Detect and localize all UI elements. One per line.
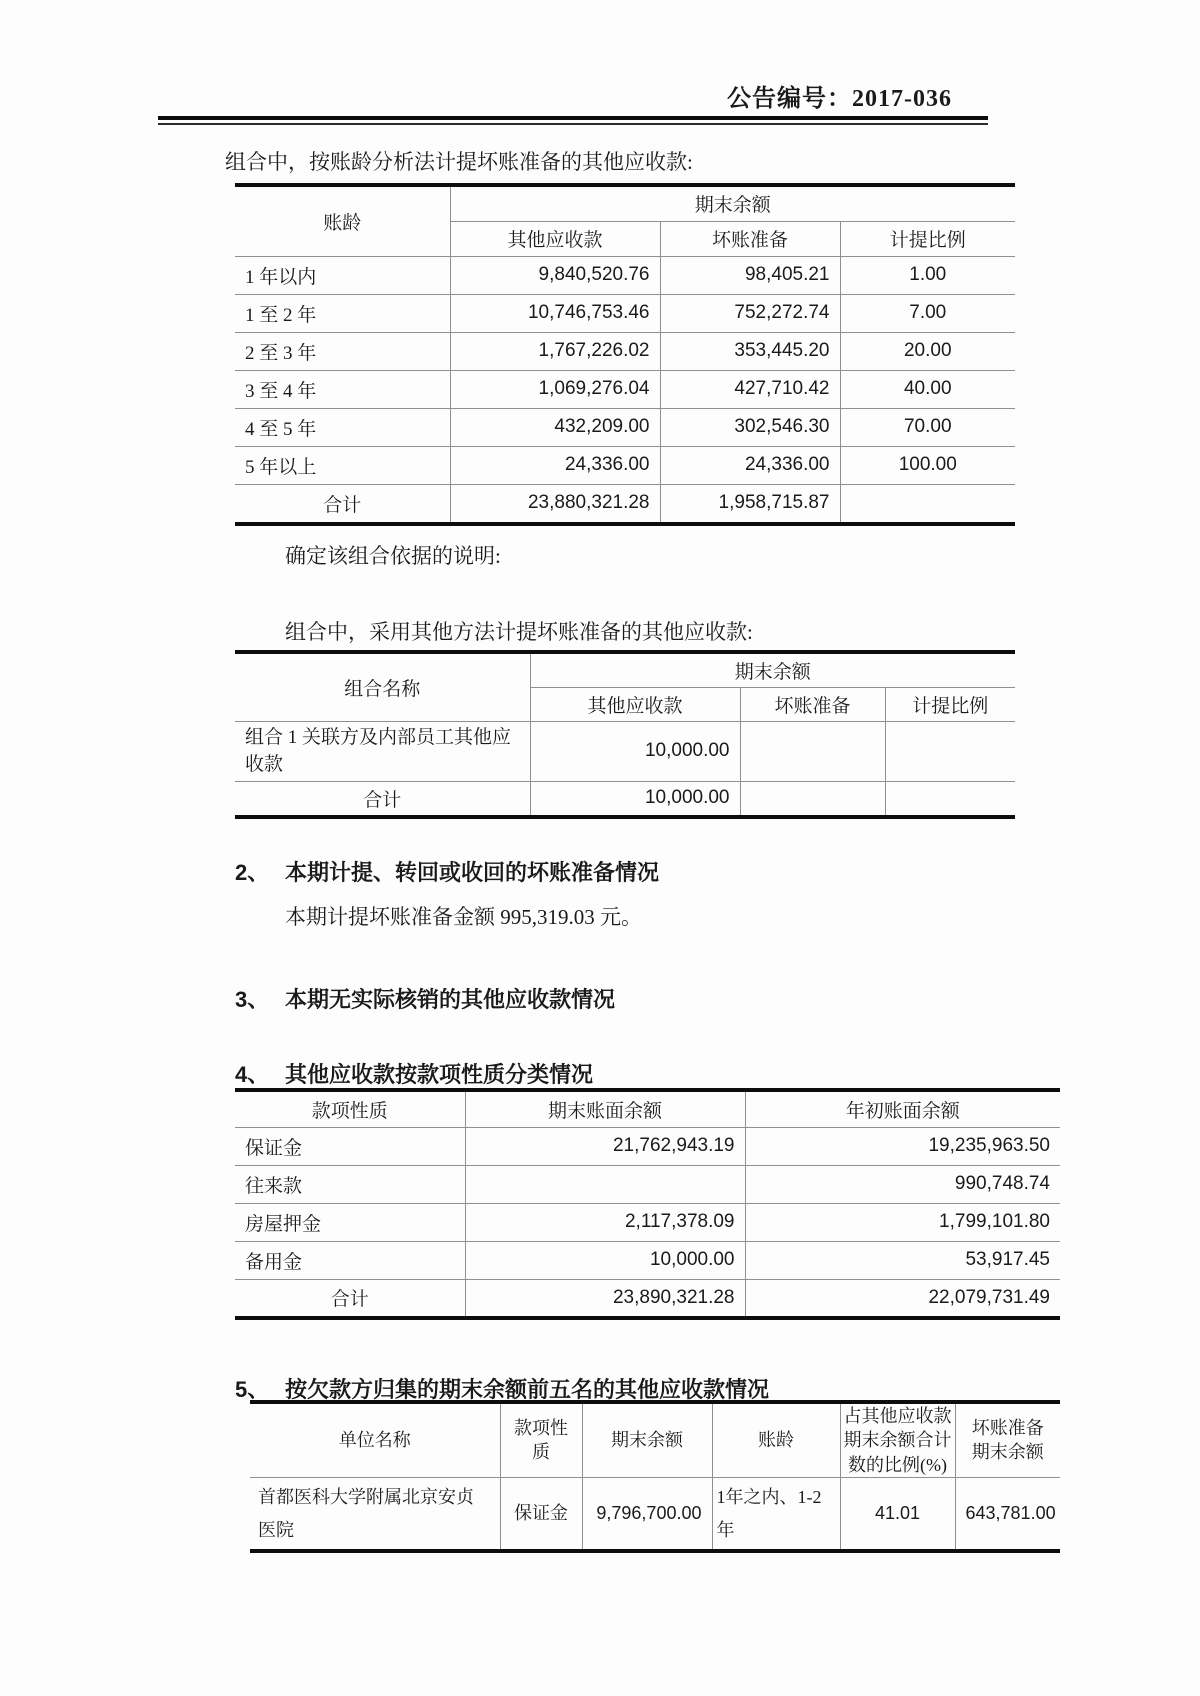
header-cell-bad-debt-provision: 坏账准备: [740, 687, 885, 721]
nature-label-cell: 保证金: [235, 1127, 465, 1165]
header-cell-closing-balance: 期末账面余额: [465, 1090, 745, 1127]
amount-cell: 9,840,520.76: [450, 256, 660, 294]
amount-cell: 10,000.00: [530, 721, 740, 781]
other-method-table: [235, 650, 1015, 819]
amount-cell: [740, 721, 885, 781]
table-row: [235, 446, 1015, 484]
aging-analysis-table: [235, 183, 1015, 526]
amount-cell: 98,405.21: [660, 256, 840, 294]
amount-cell: 53,917.45: [745, 1241, 1060, 1279]
amount-cell: 2,117,378.09: [465, 1203, 745, 1241]
header-cell-closing-balance-group: 期末余额: [530, 652, 1015, 687]
table-row: [235, 721, 1015, 781]
other-method-intro: 组合中，采用其他方法计提坏账准备的其他应收款:: [285, 620, 753, 644]
amount-cell: 1,799,101.80: [745, 1203, 1060, 1241]
portfolio-name-cell: 组合 1 关联方及内部员工其他应收款: [235, 721, 530, 781]
header-cell-closing-balance: 期末余额: [582, 1402, 712, 1477]
amount-cell: 24,336.00: [660, 446, 840, 484]
header-cell-bad-debt-closing: 坏账准备期末余额: [971, 1418, 1044, 1463]
amount-cell: 353,445.20: [660, 332, 840, 370]
aging-cell: 1年之内、1-2 年: [712, 1477, 840, 1551]
table-row: [235, 1165, 1060, 1203]
nature-cell: 保证金: [500, 1477, 582, 1551]
table-header-row: [235, 652, 1015, 687]
aging-label-cell: 5 年以上: [235, 446, 450, 484]
aging-label-cell: 1 至 2 年: [235, 294, 450, 332]
table-total-row: [235, 484, 1015, 524]
section-2-body: 本期计提坏账准备金额 995,319.03 元。: [285, 905, 642, 929]
ratio-cell: [840, 484, 1015, 524]
amount-cell: 1,069,276.04: [450, 370, 660, 408]
table-total-row: [235, 1279, 1060, 1318]
section-4-heading: [235, 1058, 593, 1089]
section-3-heading: [235, 983, 615, 1014]
total-label-cell: 合计: [235, 484, 450, 524]
section-title: 其他应收款按款项性质分类情况: [285, 1062, 594, 1087]
aging-label-cell: 1 年以内: [235, 256, 450, 294]
doc-number: 公告编号：2017-036: [727, 86, 952, 112]
table-row: [235, 1203, 1060, 1241]
amount-cell: 752,272.74: [660, 294, 840, 332]
amount-cell: 23,890,321.28: [465, 1279, 745, 1318]
table-header-row: [235, 1090, 1060, 1127]
nature-classification-table: [235, 1088, 1060, 1320]
amount-cell: [740, 781, 885, 817]
amount-cell: 643,781.00: [955, 1477, 1060, 1551]
amount-cell: 432,209.00: [450, 408, 660, 446]
table-row: [235, 408, 1015, 446]
table-row: [235, 256, 1015, 294]
amount-cell: 10,746,753.46: [450, 294, 660, 332]
header-cell-other-receivables: 其他应收款: [450, 221, 660, 256]
top5-debtors-table: [250, 1400, 1060, 1553]
table-row: [235, 294, 1015, 332]
amount-cell: 990,748.74: [745, 1165, 1060, 1203]
ratio-cell: [885, 781, 1015, 817]
header-cell-portfolio-name: 组合名称: [235, 652, 530, 721]
aging-label-cell: 2 至 3 年: [235, 332, 450, 370]
total-label-cell: 合计: [235, 781, 530, 817]
section-title: 本期计提、转回或收回的坏账准备情况: [285, 860, 660, 885]
header-cell-ratio: 占其他应收款期末余额合计数的比例(%): [840, 1402, 955, 1477]
header-cell-closing-balance-group: 期末余额: [450, 185, 1015, 221]
total-label-cell: 合计: [235, 1279, 465, 1318]
basis-note: 确定该组合依据的说明:: [285, 544, 501, 568]
amount-cell: 23,880,321.28: [450, 484, 660, 524]
amount-cell: 427,710.42: [660, 370, 840, 408]
header-cell-aging: 账龄: [235, 185, 450, 256]
table-row: [235, 332, 1015, 370]
header-cell-opening-balance: 年初账面余额: [845, 1100, 960, 1122]
section-number: 4、: [235, 1062, 270, 1087]
amount-cell: 10,000.00: [530, 781, 740, 817]
header-cell-other-receivables: 其他应收款: [530, 687, 740, 721]
section-number: 3、: [235, 987, 270, 1012]
aging-table-intro: 组合中，按账龄分析法计提坏账准备的其他应收款:: [225, 150, 693, 174]
nature-label-cell: 房屋押金: [235, 1203, 465, 1241]
amount-cell: 24,336.00: [450, 446, 660, 484]
section-title: 本期无实际核销的其他应收款情况: [285, 987, 616, 1012]
table-header-row: [250, 1402, 1060, 1477]
amount-cell: 1,958,715.87: [660, 484, 840, 524]
table-row: [235, 1127, 1060, 1165]
table-row: [250, 1477, 1060, 1551]
aging-label-cell: 3 至 4 年: [235, 370, 450, 408]
ratio-cell: 100.00: [840, 446, 1015, 484]
header-cell-provision-ratio: 计提比例: [912, 695, 989, 717]
amount-cell: 9,796,700.00: [582, 1477, 712, 1551]
section-number: 5、: [235, 1377, 270, 1402]
section-number: 2、: [235, 860, 270, 885]
amount-cell: 10,000.00: [465, 1241, 745, 1279]
amount-cell: 19,235,963.50: [745, 1127, 1060, 1165]
nature-label-cell: 往来款: [235, 1165, 465, 1203]
header-cell-provision-ratio: 计提比例: [889, 230, 966, 251]
section-2-heading: [235, 856, 659, 887]
amount-cell: 1,767,226.02: [450, 332, 660, 370]
header-cell-aging: 账龄: [712, 1402, 840, 1477]
amount-cell: 22,079,731.49: [745, 1279, 1060, 1318]
ratio-cell: 1.00: [840, 256, 1015, 294]
table-row: [235, 1241, 1060, 1279]
table-total-row: [235, 781, 1015, 817]
ratio-cell: 7.00: [840, 294, 1015, 332]
ratio-cell: 40.00: [840, 370, 1015, 408]
header-rule: [158, 116, 988, 125]
ratio-cell: 20.00: [840, 332, 1015, 370]
table-row: [235, 370, 1015, 408]
amount-cell: 21,762,943.19: [465, 1127, 745, 1165]
nature-label-cell: 备用金: [235, 1241, 465, 1279]
ratio-cell: 70.00: [840, 408, 1015, 446]
amount-cell: 302,546.30: [660, 408, 840, 446]
unit-name-cell: 首都医科大学附属北京安贞医院: [250, 1477, 500, 1551]
aging-label-cell: 4 至 5 年: [235, 408, 450, 446]
section-title: 按欠款方归集的期末余额前五名的其他应收款情况: [285, 1377, 770, 1402]
header-cell-unit-name: 单位名称: [250, 1402, 500, 1477]
header-cell-nature: 款项性质: [500, 1402, 582, 1477]
ratio-cell: [885, 721, 1015, 781]
table-header-row: [235, 185, 1015, 221]
amount-cell: [465, 1165, 745, 1203]
ratio-cell: 41.01: [840, 1477, 955, 1551]
header-cell-nature: 款项性质: [235, 1090, 465, 1127]
header-cell-bad-debt-provision: 坏账准备: [660, 221, 840, 256]
